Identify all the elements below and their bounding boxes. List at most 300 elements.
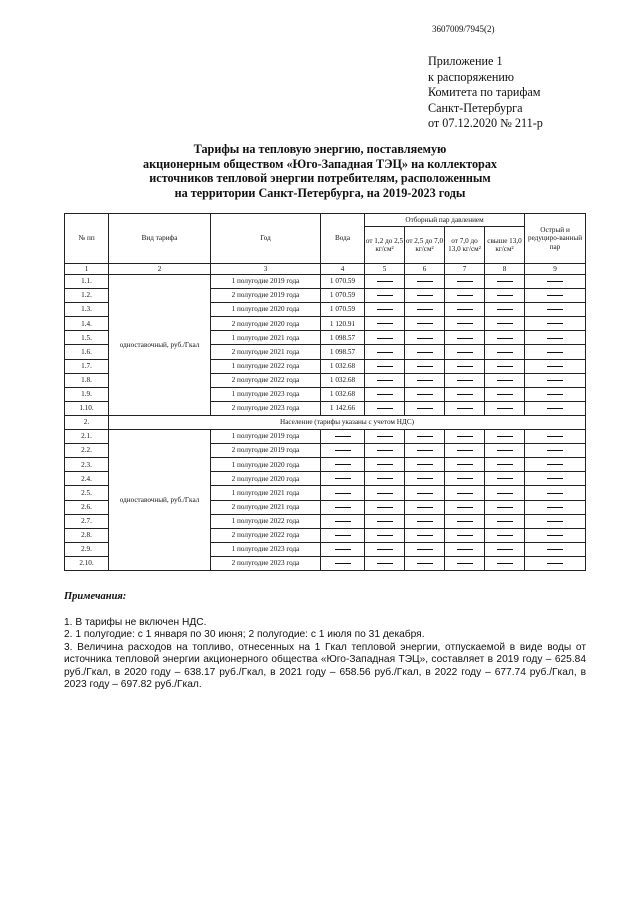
- dash-line: [497, 535, 513, 536]
- empty-cell: [321, 444, 365, 458]
- empty-cell: [405, 514, 445, 528]
- empty-cell: [365, 359, 405, 373]
- dash-line: [335, 464, 351, 465]
- empty-cell: [405, 289, 445, 303]
- dash-line: [497, 408, 513, 409]
- empty-cell: [445, 444, 485, 458]
- empty-cell: [321, 542, 365, 556]
- dash-line: [377, 563, 393, 564]
- appendix-line: Приложение 1: [428, 54, 503, 68]
- dash-line: [497, 366, 513, 367]
- dash-line: [335, 535, 351, 536]
- empty-cell: [365, 345, 405, 359]
- empty-cell: [445, 317, 485, 331]
- empty-cell: [405, 345, 445, 359]
- appendix-block: [428, 54, 543, 132]
- note-item: 1. В тарифы не включен НДС.: [64, 617, 207, 628]
- dash-line: [497, 295, 513, 296]
- dash-line: [417, 507, 433, 508]
- period-cell: 2 полугодие 2022 года: [211, 528, 321, 542]
- dash-line: [547, 549, 563, 550]
- row-number: 1.3.: [65, 303, 109, 317]
- water-tariff: 1 098.57: [321, 331, 365, 345]
- empty-cell: [405, 359, 445, 373]
- empty-cell: [525, 331, 586, 345]
- column-number: 7: [445, 264, 485, 275]
- dash-line: [547, 535, 563, 536]
- empty-cell: [485, 458, 525, 472]
- empty-cell: [485, 345, 525, 359]
- dash-line: [335, 493, 351, 494]
- row-number: 2.6.: [65, 500, 109, 514]
- empty-cell: [525, 500, 586, 514]
- notes: [64, 617, 586, 691]
- dash-line: [417, 563, 433, 564]
- period-cell: 1 полугодие 2023 года: [211, 542, 321, 556]
- dash-line: [457, 281, 473, 282]
- period-cell: 2 полугодие 2019 года: [211, 289, 321, 303]
- empty-cell: [525, 486, 586, 500]
- empty-cell: [365, 472, 405, 486]
- period-cell: 1 полугодие 2021 года: [211, 331, 321, 345]
- tariff-type-cell: одноставочный, руб./Гкал: [109, 275, 211, 416]
- empty-cell: [445, 275, 485, 289]
- dash-line: [377, 478, 393, 479]
- appendix-line: Санкт-Петербурга: [428, 100, 523, 115]
- dash-line: [417, 450, 433, 451]
- appendix-line: к распоряжению: [428, 69, 515, 84]
- dash-line: [497, 394, 513, 395]
- empty-cell: [525, 359, 586, 373]
- dash-line: [417, 535, 433, 536]
- column-number: 6: [405, 264, 445, 275]
- empty-cell: [445, 458, 485, 472]
- dash-line: [417, 338, 433, 339]
- title-line: акционерным обществом «Юго-Западная ТЭЦ» на коллекторах: [142, 156, 498, 171]
- dash-line: [497, 380, 513, 381]
- empty-cell: [365, 289, 405, 303]
- empty-cell: [405, 472, 445, 486]
- empty-cell: [525, 514, 586, 528]
- dash-line: [457, 535, 473, 536]
- row-number: 1.9.: [65, 387, 109, 401]
- dash-line: [377, 450, 393, 451]
- empty-cell: [405, 387, 445, 401]
- row-number: 1.2.: [65, 289, 109, 303]
- empty-cell: [321, 514, 365, 528]
- empty-cell: [485, 514, 525, 528]
- column-number: 3: [211, 264, 321, 275]
- dash-line: [457, 338, 473, 339]
- empty-cell: [405, 317, 445, 331]
- row-number: 2.10.: [65, 556, 109, 570]
- empty-cell: [525, 317, 586, 331]
- dash-line: [377, 295, 393, 296]
- dash-line: [497, 281, 513, 282]
- header-steam-4: свыше 13,0 кг/см²: [485, 227, 525, 264]
- empty-cell: [365, 500, 405, 514]
- empty-cell: [365, 275, 405, 289]
- dash-line: [377, 366, 393, 367]
- header-steam-2: от 2,5 до 7,0 кг/см²: [405, 227, 445, 264]
- empty-cell: [365, 486, 405, 500]
- water-tariff: 1 120.91: [321, 317, 365, 331]
- dash-line: [497, 521, 513, 522]
- dash-line: [497, 436, 513, 437]
- row-number: 2.9.: [65, 542, 109, 556]
- table-header: [65, 214, 586, 275]
- dash-line: [417, 408, 433, 409]
- dash-line: [547, 464, 563, 465]
- row-number: 2.5.: [65, 486, 109, 500]
- dash-line: [457, 507, 473, 508]
- period-cell: 1 полугодие 2023 года: [211, 387, 321, 401]
- empty-cell: [405, 486, 445, 500]
- dash-line: [547, 281, 563, 282]
- row-number: 2.1.: [65, 430, 109, 444]
- empty-cell: [405, 331, 445, 345]
- empty-cell: [525, 528, 586, 542]
- dash-line: [417, 366, 433, 367]
- empty-cell: [405, 500, 445, 514]
- dash-line: [457, 408, 473, 409]
- empty-cell: [485, 275, 525, 289]
- dash-line: [457, 323, 473, 324]
- dash-line: [417, 521, 433, 522]
- empty-cell: [321, 556, 365, 570]
- dash-line: [377, 309, 393, 310]
- dash-line: [547, 295, 563, 296]
- dash-line: [457, 394, 473, 395]
- empty-cell: [321, 500, 365, 514]
- empty-cell: [365, 317, 405, 331]
- period-cell: 2 полугодие 2023 года: [211, 401, 321, 415]
- empty-cell: [445, 345, 485, 359]
- dash-line: [547, 380, 563, 381]
- dash-line: [335, 478, 351, 479]
- empty-cell: [445, 514, 485, 528]
- dash-line: [497, 464, 513, 465]
- dash-line: [377, 323, 393, 324]
- period-cell: 2 полугодие 2020 года: [211, 472, 321, 486]
- empty-cell: [365, 373, 405, 387]
- row-number: 1.6.: [65, 345, 109, 359]
- dash-line: [417, 295, 433, 296]
- dash-line: [547, 507, 563, 508]
- empty-cell: [365, 458, 405, 472]
- period-cell: 2 полугодие 2021 года: [211, 345, 321, 359]
- dash-line: [417, 281, 433, 282]
- appendix-line: от 07.12.2020 № 211-р: [428, 116, 543, 130]
- dash-line: [377, 408, 393, 409]
- empty-cell: [365, 401, 405, 415]
- empty-cell: [485, 303, 525, 317]
- header-tariff-type: Вид тарифа: [109, 214, 211, 264]
- table-row: [65, 275, 586, 289]
- empty-cell: [525, 303, 586, 317]
- dash-line: [547, 408, 563, 409]
- empty-cell: [485, 430, 525, 444]
- empty-cell: [445, 303, 485, 317]
- dash-line: [335, 521, 351, 522]
- period-cell: 2 полугодие 2023 года: [211, 556, 321, 570]
- dash-line: [377, 380, 393, 381]
- empty-cell: [525, 373, 586, 387]
- empty-cell: [485, 401, 525, 415]
- water-tariff: 1 070.59: [321, 303, 365, 317]
- empty-cell: [445, 556, 485, 570]
- empty-cell: [321, 528, 365, 542]
- dash-line: [457, 464, 473, 465]
- dash-line: [377, 338, 393, 339]
- row-number: 1.7.: [65, 359, 109, 373]
- empty-cell: [525, 387, 586, 401]
- empty-cell: [365, 444, 405, 458]
- note-item: 2. 1 полугодие: с 1 января по 30 июня; 2 полугодие: с 1 июля по 31 декабря.: [64, 629, 425, 641]
- empty-cell: [445, 542, 485, 556]
- empty-cell: [485, 359, 525, 373]
- dash-line: [457, 436, 473, 437]
- empty-cell: [321, 486, 365, 500]
- column-number: 1: [65, 264, 109, 275]
- empty-cell: [405, 556, 445, 570]
- dash-line: [457, 521, 473, 522]
- empty-cell: [485, 444, 525, 458]
- empty-cell: [485, 528, 525, 542]
- table-row: [65, 430, 586, 444]
- note-item: 3. Величина расходов на топливо, отнесенных на 1 Гкал тепловой энергии, отпускаемой в виде воды от источника тепловой энергии акционерного общества «Юго-Западная ТЭЦ», составляет в 2019 году – 625.84 руб./Гкал, в 2020 году – 638.17 руб./Гкал, в 2021 году – 658.56 руб./Гкал, в 2022 году – 677.74 руб./Гкал, в 2023 году – 697.82 руб./Гкал.: [64, 641, 586, 691]
- header-sharp-steam: Острый и редуциро-ванный пар: [525, 214, 586, 264]
- empty-cell: [445, 373, 485, 387]
- section-number: 2.: [65, 415, 109, 429]
- dash-line: [497, 493, 513, 494]
- period-cell: 2 полугодие 2021 года: [211, 500, 321, 514]
- empty-cell: [365, 514, 405, 528]
- column-number-row: [65, 264, 586, 275]
- dash-line: [547, 521, 563, 522]
- document-number: 3607009/7945(2): [432, 24, 495, 34]
- dash-line: [547, 450, 563, 451]
- empty-cell: [525, 401, 586, 415]
- water-tariff: 1 032.68: [321, 387, 365, 401]
- dash-line: [417, 380, 433, 381]
- dash-line: [377, 436, 393, 437]
- row-number: 1.5.: [65, 331, 109, 345]
- empty-cell: [321, 430, 365, 444]
- title-line: Тарифы на тепловую энергию, поставляемую: [193, 142, 447, 156]
- empty-cell: [445, 430, 485, 444]
- empty-cell: [485, 387, 525, 401]
- dash-line: [497, 549, 513, 550]
- empty-cell: [405, 528, 445, 542]
- dash-line: [497, 352, 513, 353]
- dash-line: [497, 450, 513, 451]
- dash-line: [497, 478, 513, 479]
- dash-line: [335, 563, 351, 564]
- dash-line: [377, 394, 393, 395]
- empty-cell: [485, 289, 525, 303]
- dash-line: [377, 493, 393, 494]
- column-number: 4: [321, 264, 365, 275]
- dash-line: [335, 450, 351, 451]
- dash-line: [497, 507, 513, 508]
- dash-line: [457, 380, 473, 381]
- empty-cell: [365, 303, 405, 317]
- header-water: Вода: [321, 214, 365, 264]
- column-number: 8: [485, 264, 525, 275]
- dash-line: [547, 394, 563, 395]
- empty-cell: [485, 486, 525, 500]
- empty-cell: [405, 542, 445, 556]
- tariff-table: [64, 213, 586, 571]
- dash-line: [377, 507, 393, 508]
- dash-line: [547, 366, 563, 367]
- empty-cell: [365, 556, 405, 570]
- row-number: 2.4.: [65, 472, 109, 486]
- water-tariff: 1 070.59: [321, 275, 365, 289]
- empty-cell: [525, 289, 586, 303]
- period-cell: 2 полугодие 2022 года: [211, 373, 321, 387]
- title-line: на территории Санкт-Петербурга, на 2019-2023 годы: [174, 185, 466, 200]
- empty-cell: [485, 373, 525, 387]
- dash-line: [457, 295, 473, 296]
- period-cell: 2 полугодие 2019 года: [211, 444, 321, 458]
- empty-cell: [365, 528, 405, 542]
- empty-cell: [365, 387, 405, 401]
- empty-cell: [525, 275, 586, 289]
- row-number: 2.2.: [65, 444, 109, 458]
- period-cell: 1 полугодие 2022 года: [211, 514, 321, 528]
- period-cell: 2 полугодие 2020 года: [211, 317, 321, 331]
- dash-line: [417, 478, 433, 479]
- dash-line: [457, 493, 473, 494]
- dash-line: [417, 352, 433, 353]
- water-tariff: 1 032.68: [321, 373, 365, 387]
- empty-cell: [445, 528, 485, 542]
- empty-cell: [445, 359, 485, 373]
- empty-cell: [405, 275, 445, 289]
- dash-line: [547, 478, 563, 479]
- dash-line: [547, 493, 563, 494]
- empty-cell: [525, 556, 586, 570]
- empty-cell: [525, 430, 586, 444]
- period-cell: 1 полугодие 2020 года: [211, 303, 321, 317]
- dash-line: [377, 464, 393, 465]
- header-year: Год: [211, 214, 321, 264]
- dash-line: [377, 535, 393, 536]
- dash-line: [417, 493, 433, 494]
- document-title: [90, 142, 550, 200]
- empty-cell: [445, 500, 485, 514]
- row-number: 1.10.: [65, 401, 109, 415]
- dash-line: [377, 549, 393, 550]
- dash-line: [547, 323, 563, 324]
- empty-cell: [485, 317, 525, 331]
- dash-line: [417, 394, 433, 395]
- section-label: Население (тарифы указаны с учетом НДС): [109, 415, 586, 429]
- header-num: № пп: [65, 214, 109, 264]
- dash-line: [497, 323, 513, 324]
- dash-line: [497, 563, 513, 564]
- dash-line: [457, 352, 473, 353]
- appendix-line: Комитета по тарифам: [428, 85, 541, 99]
- empty-cell: [485, 331, 525, 345]
- dash-line: [335, 549, 351, 550]
- column-number: 2: [109, 264, 211, 275]
- water-tariff: 1 032.68: [321, 359, 365, 373]
- empty-cell: [525, 444, 586, 458]
- empty-cell: [405, 373, 445, 387]
- table-body: [65, 275, 586, 571]
- empty-cell: [485, 472, 525, 486]
- dash-line: [417, 436, 433, 437]
- period-cell: 1 полугодие 2022 года: [211, 359, 321, 373]
- period-cell: 1 полугодие 2019 года: [211, 430, 321, 444]
- dash-line: [457, 450, 473, 451]
- empty-cell: [321, 458, 365, 472]
- empty-cell: [405, 458, 445, 472]
- empty-cell: [365, 542, 405, 556]
- water-tariff: 1 142.66: [321, 401, 365, 415]
- dash-line: [547, 309, 563, 310]
- notes-title: Примечания:: [64, 591, 127, 602]
- dash-line: [547, 436, 563, 437]
- empty-cell: [405, 430, 445, 444]
- empty-cell: [485, 542, 525, 556]
- row-number: 1.4.: [65, 317, 109, 331]
- header-steam-3: от 7,0 до 13,0 кг/см²: [445, 227, 485, 264]
- dash-line: [377, 281, 393, 282]
- header-steam-group: Отборный пар давлением: [365, 214, 525, 227]
- dash-line: [457, 478, 473, 479]
- dash-line: [497, 309, 513, 310]
- dash-line: [377, 521, 393, 522]
- empty-cell: [445, 401, 485, 415]
- dash-line: [497, 338, 513, 339]
- dash-line: [417, 464, 433, 465]
- empty-cell: [445, 472, 485, 486]
- dash-line: [335, 507, 351, 508]
- empty-cell: [365, 331, 405, 345]
- empty-cell: [321, 472, 365, 486]
- empty-cell: [485, 556, 525, 570]
- empty-cell: [525, 458, 586, 472]
- empty-cell: [405, 303, 445, 317]
- period-cell: 1 полугодие 2021 года: [211, 486, 321, 500]
- row-number: 2.7.: [65, 514, 109, 528]
- dash-line: [457, 549, 473, 550]
- row-number: 1.8.: [65, 373, 109, 387]
- dash-line: [457, 366, 473, 367]
- dash-line: [547, 563, 563, 564]
- empty-cell: [405, 401, 445, 415]
- dash-line: [335, 436, 351, 437]
- empty-cell: [445, 486, 485, 500]
- title-line: источников тепловой энергии потребителям, расположенным: [149, 171, 491, 185]
- dash-line: [547, 352, 563, 353]
- row-number: 1.1.: [65, 275, 109, 289]
- section-header-row: [65, 415, 586, 429]
- header-steam-1: от 1,2 до 2,5 кг/см²: [365, 227, 405, 264]
- column-number: 9: [525, 264, 586, 275]
- column-number: 5: [365, 264, 405, 275]
- empty-cell: [365, 430, 405, 444]
- dash-line: [377, 352, 393, 353]
- dash-line: [547, 338, 563, 339]
- period-cell: 1 полугодие 2020 года: [211, 458, 321, 472]
- empty-cell: [525, 345, 586, 359]
- empty-cell: [525, 542, 586, 556]
